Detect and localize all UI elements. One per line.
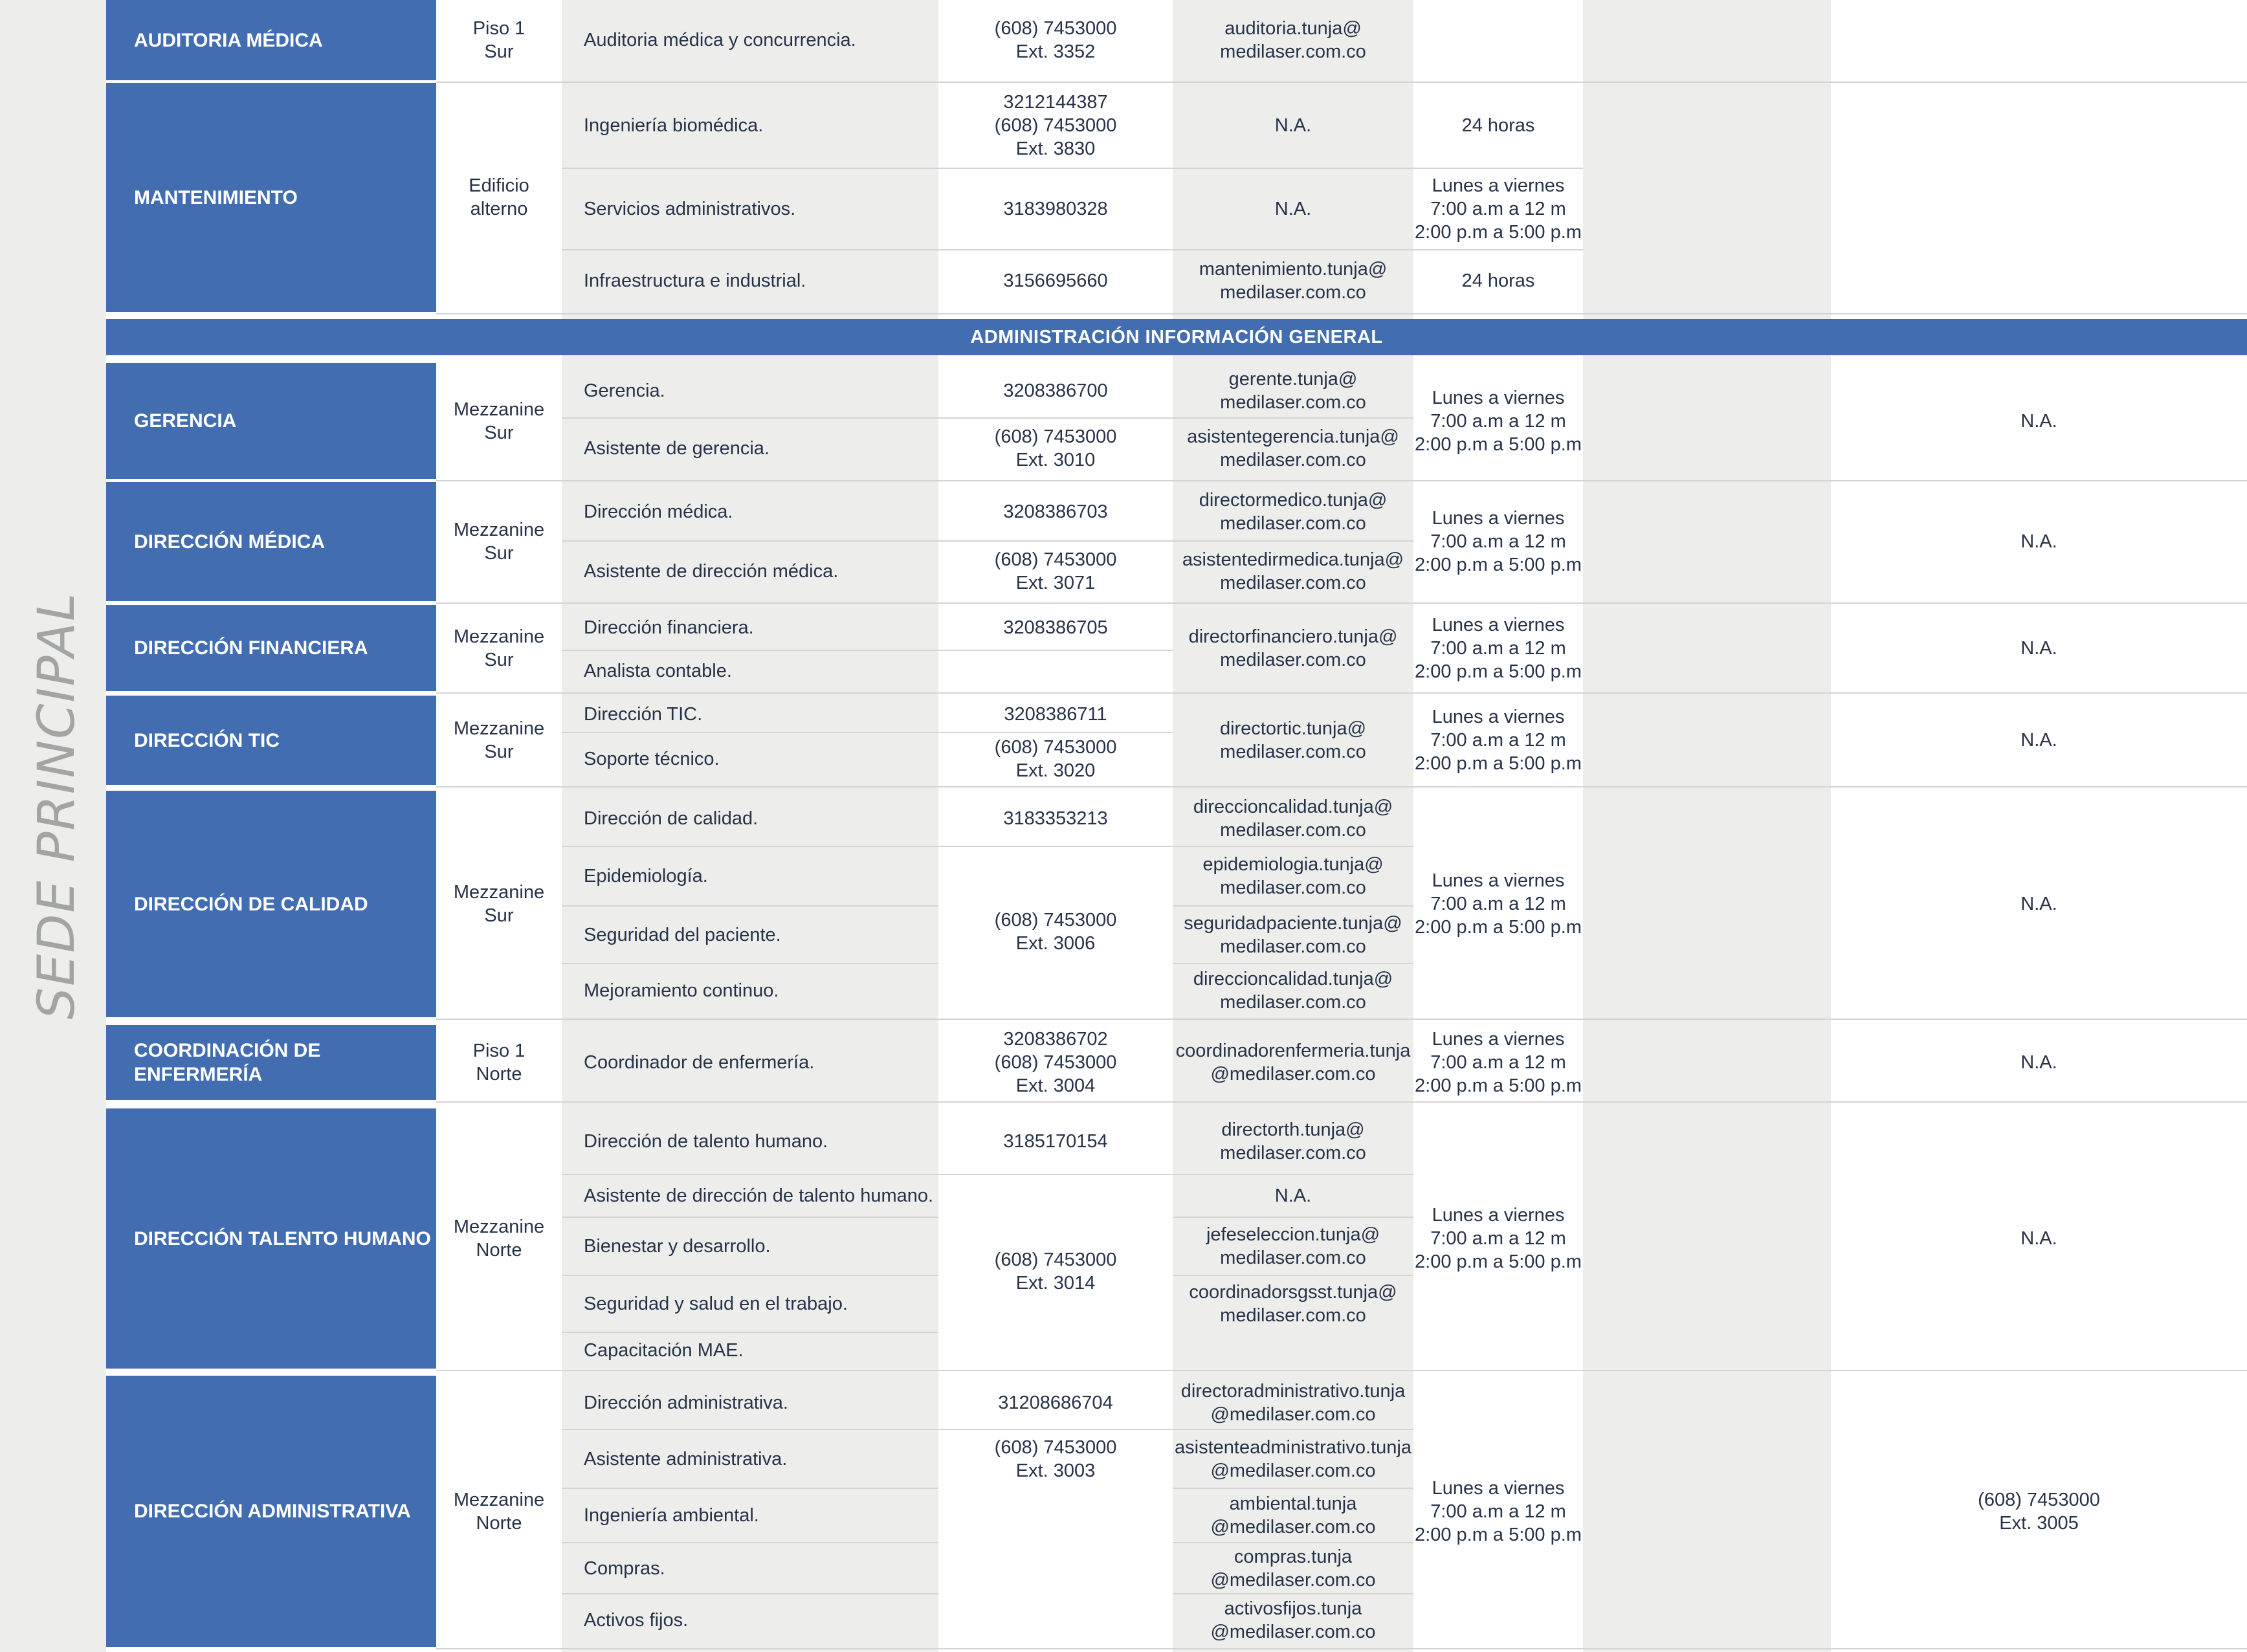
talento-humano-hour-0: Lunes a viernes 7:00 a.m a 12 m 2:00 p.m a 5:00 p.m	[1415, 1205, 1582, 1272]
direccion-medica-email-1[interactable]: asistentedirmedica.tunja@ medilaser.com.co	[1182, 549, 1404, 593]
direccion-administrativa-email-2[interactable]: ambiental.tunja @medilaser.com.co	[1210, 1493, 1376, 1537]
direccion-calidad-name: DIRECCIÓN DE CALIDAD	[106, 791, 436, 1017]
direccion-calidad-areas-divider	[562, 846, 938, 847]
direccion-administrativa-name: DIRECCIÓN ADMINISTRATIVA	[106, 1376, 436, 1647]
direccion-financiera-area-1: Analista contable.	[584, 660, 732, 681]
direccion-calidad-phones-divider	[938, 846, 1173, 847]
coordinacion-enfermeria-extra: N.A.	[2020, 1052, 2057, 1073]
direccion-calidad-area-1: Epidemiología.	[584, 866, 708, 887]
direccion-tic-row-divider	[436, 786, 2247, 787]
auditoria-hour-0	[1413, 0, 1583, 80]
direccion-financiera-areas-divider	[562, 650, 938, 651]
direccion-administrativa-email-0[interactable]: directoradministrativo.tunja @medilaser.com.co	[1180, 1380, 1406, 1425]
direccion-calidad-email-0[interactable]: direccioncalidad.tunja@ medilaser.com.co	[1193, 797, 1393, 841]
mantenimiento-phone-2: 3156695660	[1003, 270, 1108, 291]
direccion-administrativa-area-3: Compras.	[584, 1558, 665, 1579]
direccion-medica-hour-0: Lunes a viernes 7:00 a.m a 12 m 2:00 p.m a 5:00 p.m	[1415, 508, 1582, 575]
mantenimiento-area-0: Ingeniería biomédica.	[584, 115, 764, 136]
direccion-administrativa-area-4: Activos fijos.	[584, 1610, 689, 1631]
talento-humano-area-0: Dirección de talento humano.	[584, 1131, 828, 1152]
talento-humano-areas-divider	[562, 1217, 938, 1218]
talento-humano-areas-divider	[562, 1332, 938, 1333]
direccion-medica-row-divider	[436, 602, 2247, 604]
mantenimiento-location: Edificio alterno	[469, 175, 529, 219]
direccion-calidad-row-divider	[436, 1019, 2247, 1020]
direccion-administrativa-email-3[interactable]: compras.tunja @medilaser.com.co	[1210, 1546, 1376, 1591]
mantenimiento-areas-divider	[562, 249, 938, 250]
direccion-tic-phone-1: (608) 7453000 Ext. 3020	[994, 736, 1117, 781]
direccion-administrativa-email-1[interactable]: asistenteadministrativo.tunja @medilaser.com.co	[1175, 1437, 1411, 1481]
direccion-tic-hour-0: Lunes a viernes 7:00 a.m a 12 m 2:00 p.m a 5:00 p.m	[1415, 707, 1582, 774]
sede-principal-label: SEDE PRINCIPAL	[28, 591, 86, 1020]
mantenimiento-email-2[interactable]: mantenimiento.tunja@ medilaser.com.co	[1199, 259, 1388, 303]
auditoria-area-0: Auditoria médica y concurrencia.	[584, 30, 856, 50]
talento-humano-extra: N.A.	[2020, 1228, 2057, 1249]
mantenimiento-row-divider	[436, 313, 2247, 314]
gerencia-email-1[interactable]: asistentegerencia.tunja@ medilaser.com.co	[1187, 426, 1399, 470]
talento-humano-emails-divider	[1173, 1217, 1413, 1218]
gerencia-areas-divider	[562, 417, 938, 419]
direccion-administrativa-areas-divider	[562, 1593, 938, 1594]
coordinacion-enfermeria-location: Piso 1 Norte	[472, 1041, 526, 1085]
talento-humano-area-2: Bienestar y desarrollo.	[584, 1236, 771, 1257]
gerencia-phone-0: 3208386700	[1003, 380, 1108, 401]
gerencia-name: GERENCIA	[106, 363, 436, 479]
direccion-calidad-area-3: Mejoramiento continuo.	[584, 980, 779, 1001]
direccion-calidad-areas-divider	[562, 905, 938, 907]
talento-humano-emails-divider	[1173, 1174, 1413, 1175]
gerencia-emails-divider	[1173, 417, 1413, 419]
auditoria-name: AUDITORIA MÉDICA	[106, 0, 436, 80]
coordinacion-enfermeria-phone-0: 3208386702 (608) 7453000 Ext. 3004	[994, 1029, 1117, 1096]
direccion-financiera-phone-0: 3208386705	[1003, 617, 1108, 638]
talento-humano-email-2[interactable]: jefeseleccion.tunja@ medilaser.com.co	[1206, 1224, 1380, 1268]
mantenimiento-phone-0: 3212144387 (608) 7453000 Ext. 3830	[994, 92, 1117, 159]
direccion-administrativa-emails-divider	[1173, 1593, 1413, 1594]
direccion-administrativa-location: Mezzanine Norte	[453, 1489, 545, 1534]
coordinacion-enfermeria-hour-0: Lunes a viernes 7:00 a.m a 12 m 2:00 p.m a 5:00 p.m	[1415, 1029, 1582, 1096]
gerencia-area-1: Asistente de gerencia.	[584, 438, 769, 459]
direccion-medica-name: DIRECCIÓN MÉDICA	[106, 482, 436, 601]
mantenimiento-emails-divider	[1173, 168, 1413, 169]
gerencia-hour-0: Lunes a viernes 7:00 a.m a 12 m 2:00 p.m a 5:00 p.m	[1415, 387, 1582, 455]
direccion-administrativa-areas-divider	[562, 1488, 938, 1489]
talento-humano-areas-divider	[562, 1275, 938, 1276]
mantenimiento-hours-divider	[1413, 249, 1583, 250]
auditoria-email-0[interactable]: auditoria.tunja@ medilaser.com.co	[1220, 18, 1366, 62]
direccion-medica-areas-divider	[562, 540, 938, 542]
direccion-financiera-area-0: Dirección financiera.	[584, 617, 754, 638]
direccion-financiera-extra: N.A.	[2020, 637, 2057, 659]
direccion-tic-areas-divider	[562, 732, 938, 733]
direccion-tic-email-0[interactable]: directortic.tunja@ medilaser.com.co	[1219, 718, 1367, 762]
direccion-administrativa-emails-divider	[1173, 1488, 1413, 1489]
mantenimiento-area-2: Infraestructura e industrial.	[584, 270, 806, 291]
direccion-calidad-areas-divider	[562, 963, 938, 964]
talento-humano-area-4: Capacitación MAE.	[584, 1340, 744, 1361]
direccion-tic-extra: N.A.	[2020, 730, 2057, 751]
mantenimiento-hour-1: Lunes a viernes 7:00 a.m a 12 m 2:00 p.m a 5:00 p.m	[1415, 175, 1582, 243]
direccion-financiera-row-divider	[436, 692, 2247, 694]
mantenimiento-hours-divider	[1413, 168, 1583, 169]
direccion-financiera-email-0[interactable]: directorfinanciero.tunja@ medilaser.com.co	[1188, 626, 1398, 670]
direccion-financiera-hour-0: Lunes a viernes 7:00 a.m a 12 m 2:00 p.m a 5:00 p.m	[1415, 614, 1582, 682]
direccion-calidad-email-2[interactable]: seguridadpaciente.tunja@ medilaser.com.co	[1184, 912, 1402, 957]
gerencia-extra: N.A.	[2020, 410, 2057, 432]
coordinacion-enfermeria-name: COORDINACIÓN DE ENFERMERÍA	[106, 1025, 436, 1100]
direccion-administrativa-hour-0: Lunes a viernes 7:00 a.m a 12 m 2:00 p.m a 5:00 p.m	[1415, 1477, 1582, 1545]
direccion-financiera-phones-divider	[938, 650, 1173, 651]
direccion-tic-location: Mezzanine Sur	[453, 718, 545, 762]
direccion-administrativa-areas-divider	[562, 1429, 938, 1430]
direccion-tic-phone-0: 3208386711	[1004, 703, 1107, 725]
direccion-administrativa-area-0: Dirección administrativa.	[584, 1392, 788, 1413]
mantenimiento-name: MANTENIMIENTO	[106, 83, 436, 312]
direccion-calidad-phone-0: 3183353213	[1003, 808, 1108, 829]
direccion-financiera-location: Mezzanine Sur	[453, 626, 545, 670]
talento-humano-email-0[interactable]: directorth.tunja@ medilaser.com.co	[1220, 1119, 1366, 1163]
talento-humano-area-3: Seguridad y salud en el trabajo.	[584, 1294, 848, 1314]
direccion-tic-area-1: Soporte técnico.	[584, 748, 720, 769]
direccion-calidad-area-2: Seguridad del paciente.	[584, 924, 781, 945]
talento-humano-phone-1: (608) 7453000 Ext. 3014	[994, 1250, 1117, 1294]
direccion-calidad-email-1[interactable]: epidemiologia.tunja@ medilaser.com.co	[1202, 854, 1384, 898]
direccion-administrativa-emails-divider	[1173, 1429, 1413, 1430]
gerencia-phones-divider	[938, 417, 1173, 419]
admin-general-banner: ADMINISTRACIÓN INFORMACIÓN GENERAL	[106, 319, 2247, 355]
auditoria-location: Piso 1 Sur	[472, 18, 526, 62]
talento-humano-area-1: Asistente de dirección de talento humano.	[584, 1185, 934, 1206]
mantenimiento-hour-2: 24 horas	[1461, 270, 1535, 291]
mantenimiento-phone-1: 3183980328	[1003, 199, 1108, 219]
mantenimiento-email-1[interactable]: N.A.	[1274, 199, 1312, 219]
blank-column-band	[1583, 0, 1831, 1652]
direccion-medica-emails-divider	[1173, 540, 1413, 542]
direccion-medica-area-0: Dirección médica.	[584, 501, 733, 522]
direccion-medica-location: Mezzanine Sur	[453, 520, 545, 564]
direccion-medica-area-1: Asistente de dirección médica.	[584, 560, 839, 582]
direccion-tic-name: DIRECCIÓN TIC	[106, 696, 436, 785]
mantenimiento-area-1: Servicios administrativos.	[584, 199, 796, 219]
direccion-administrativa-phone-1: (608) 7453000 Ext. 3003	[994, 1437, 1117, 1481]
mantenimiento-emails-divider	[1173, 249, 1413, 250]
talento-humano-phones-divider	[938, 1174, 1173, 1175]
coordinacion-enfermeria-area-0: Coordinador de enfermería.	[584, 1052, 815, 1073]
gerencia-email-0[interactable]: gerente.tunja@ medilaser.com.co	[1220, 368, 1366, 413]
direccion-calidad-emails-divider	[1173, 846, 1413, 847]
auditoria-extra	[1831, 0, 2247, 80]
talento-humano-name: DIRECCIÓN TALENTO HUMANO	[106, 1108, 436, 1369]
talento-humano-row-divider	[436, 1370, 2247, 1371]
direccion-calidad-email-3[interactable]: direccioncalidad.tunja@ medilaser.com.co	[1193, 968, 1393, 1013]
direccion-administrativa-area-2: Ingeniería ambiental.	[584, 1505, 759, 1526]
direccion-financiera-phone-1	[938, 650, 1173, 691]
direccion-administrativa-areas-divider	[562, 1542, 938, 1543]
coordinacion-enfermeria-row-divider	[436, 1101, 2247, 1103]
direccion-financiera-name: DIRECCIÓN FINANCIERA	[106, 605, 436, 691]
coordinacion-enfermeria-email-0[interactable]: coordinadorenfermeria.tunja @medilaser.com.co	[1175, 1041, 1411, 1085]
direccion-calidad-location: Mezzanine Sur	[453, 882, 545, 926]
direccion-tic-area-0: Dirección TIC.	[584, 703, 703, 725]
gerencia-phone-1: (608) 7453000 Ext. 3010	[994, 426, 1117, 470]
direccion-administrativa-email-4[interactable]: activosfijos.tunja @medilaser.com.co	[1210, 1598, 1376, 1642]
direccion-administrativa-emails-divider	[1173, 1542, 1413, 1543]
mantenimiento-hour-0: 24 horas	[1461, 115, 1535, 136]
direccion-medica-email-0[interactable]: directormedico.tunja@ medilaser.com.co	[1199, 489, 1388, 534]
direccion-calidad-area-0: Dirección de calidad.	[584, 808, 758, 829]
direccion-medica-extra: N.A.	[2020, 531, 2057, 552]
direccion-tic-phones-divider	[938, 732, 1173, 733]
talento-humano-emails-divider	[1173, 1275, 1413, 1276]
talento-humano-areas-divider	[562, 1174, 938, 1175]
talento-humano-phone-0: 3185170154	[1003, 1131, 1108, 1152]
mantenimiento-phones-divider	[938, 168, 1173, 169]
direccion-medica-phone-0: 3208386703	[1003, 501, 1108, 522]
direccion-calidad-emails-divider	[1173, 905, 1413, 907]
gerencia-area-0: Gerencia.	[584, 380, 665, 401]
mantenimiento-email-0[interactable]: N.A.	[1274, 115, 1312, 136]
talento-humano-location: Mezzanine Norte	[453, 1217, 545, 1261]
auditoria-phone-0: (608) 7453000 Ext. 3352	[994, 18, 1117, 62]
direccion-calidad-emails-divider	[1173, 963, 1413, 964]
talento-humano-email-3[interactable]: coordinadorsgsst.tunja@ medilaser.com.co	[1189, 1282, 1397, 1326]
direccion-calidad-extra: N.A.	[2020, 894, 2057, 914]
direccion-administrativa-row-divider	[436, 1648, 2247, 1649]
mantenimiento-extra	[1831, 83, 2247, 312]
direccion-administrativa-phones-divider	[938, 1429, 1173, 1430]
direccion-medica-phone-1: (608) 7453000 Ext. 3071	[994, 549, 1117, 593]
direccion-administrativa-extra: (608) 7453000 Ext. 3005	[1978, 1489, 2100, 1534]
direccion-administrativa-phone-0: 31208686704	[998, 1392, 1113, 1413]
direccion-calidad-phone-1: (608) 7453000 Ext. 3006	[994, 910, 1117, 954]
talento-humano-email-1[interactable]: N.A.	[1274, 1185, 1312, 1206]
gerencia-location: Mezzanine Sur	[453, 399, 545, 443]
direccion-medica-phones-divider	[938, 540, 1173, 542]
direccion-administrativa-area-1: Asistente administrativa.	[584, 1448, 788, 1470]
mantenimiento-areas-divider	[562, 168, 938, 169]
direccion-calidad-hour-0: Lunes a viernes 7:00 a.m a 12 m 2:00 p.m a 5:00 p.m	[1415, 870, 1582, 938]
gerencia-row-divider	[436, 480, 2247, 481]
mantenimiento-phones-divider	[938, 249, 1173, 250]
